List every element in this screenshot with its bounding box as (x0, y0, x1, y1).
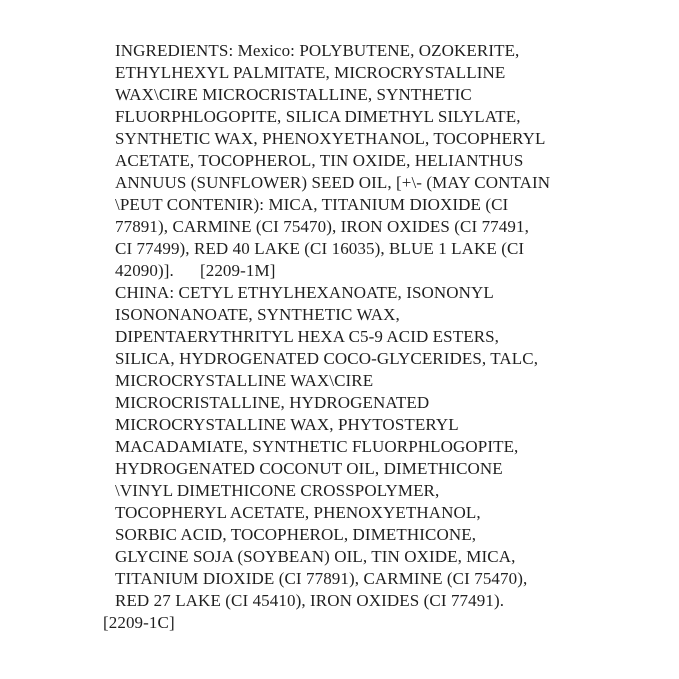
label-text-line: 77891), CARMINE (CI 75470), IRON OXIDES (CI 77491, (115, 217, 529, 236)
label-text-line: WAX\CIRE MICROCRISTALLINE, SYNTHETIC (115, 85, 472, 104)
label-text-line: MICROCRISTALLINE, HYDROGENATED (115, 393, 430, 412)
label-text-line: TOCOPHERYL ACETATE, PHENOXYETHANOL, (115, 503, 481, 522)
ingredients-text-block (103, 40, 551, 634)
label-text-line: TITANIUM DIOXIDE (CI 77891), CARMINE (CI 75470), (115, 569, 528, 588)
label-text-line: INGREDIENTS: Mexico: POLYBUTENE, OZOKERITE, (115, 41, 520, 60)
label-text-line: MICROCRYSTALLINE WAX\CIRE (115, 371, 374, 390)
label-text-line: MICROCRYSTALLINE WAX, PHYTOSTERYL (115, 415, 459, 434)
label-text-line: CHINA: CETYL ETHYLHEXANOATE, ISONONYL (115, 283, 494, 302)
label-text-line: GLYCINE SOJA (SOYBEAN) OIL, TIN OXIDE, MICA, (115, 547, 516, 566)
label-text-line: [2209-1C] (103, 613, 175, 632)
label-text-line: ANNUUS (SUNFLOWER) SEED OIL, [+\- (MAY CONTAIN (115, 173, 551, 192)
label-text-line: SORBIC ACID, TOCOPHEROL, DIMETHICONE, (115, 525, 477, 544)
label-text-line: ACETATE, TOCOPHEROL, TIN OXIDE, HELIANTHUS (115, 151, 524, 170)
label-text-line: ETHYLHEXYL PALMITATE, MICROCRYSTALLINE (115, 63, 506, 82)
label-text-line: FLUORPHLOGOPITE, SILICA DIMETHYL SILYLATE, (115, 107, 521, 126)
label-text-line: SILICA, HYDROGENATED COCO-GLYCERIDES, TALC, (115, 349, 539, 368)
label-text-line: 42090)]. [2209-1M] (115, 261, 276, 280)
label-text-line: MACADAMIATE, SYNTHETIC FLUORPHLOGOPITE, (115, 437, 519, 456)
label-text-line: \VINYL DIMETHICONE CROSSPOLYMER, (115, 481, 440, 500)
label-text-line: \PEUT CONTENIR): MICA, TITANIUM DIOXIDE (CI (115, 195, 509, 214)
label-text-line: DIPENTAERYTHRITYL HEXA C5-9 ACID ESTERS, (115, 327, 500, 346)
label-text-line: HYDROGENATED COCONUT OIL, DIMETHICONE (115, 459, 503, 478)
label-text-line: RED 27 LAKE (CI 45410), IRON OXIDES (CI 77491). (115, 591, 505, 610)
label-text-line: ISONONANOATE, SYNTHETIC WAX, (115, 305, 400, 324)
label-text-line: SYNTHETIC WAX, PHENOXYETHANOL, TOCOPHERYL (115, 129, 546, 148)
label-text-line: CI 77499), RED 40 LAKE (CI 16035), BLUE 1 LAKE (CI (115, 239, 525, 258)
